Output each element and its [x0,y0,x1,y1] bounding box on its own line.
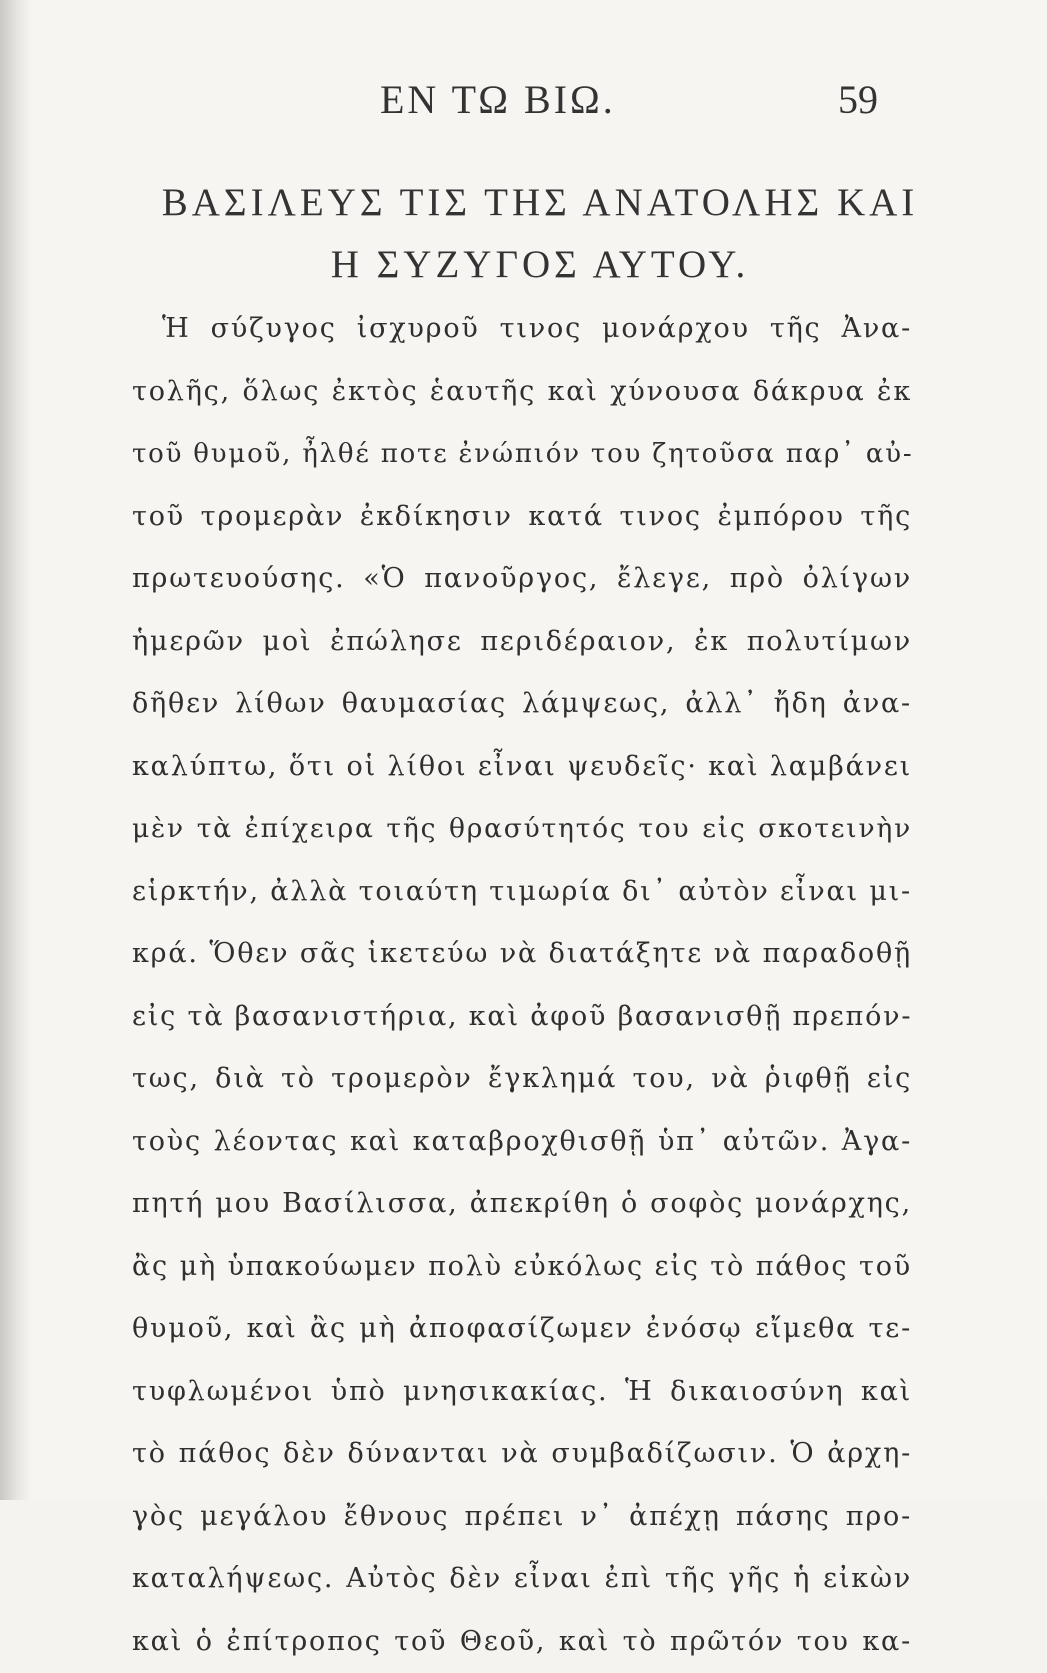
text-line: τοῦ τρομερὰν ἐκδίκησιν κατά τινος ἐμπόρου τῆς [132,486,912,549]
text-line: τὸ πάθος δὲν δύνανται νὰ συμβαδίζωσιν. Ὁ ἀρχη- [132,1423,912,1486]
text-line: Ἡ σύζυγος ἰσχυροῦ τινος μονάρχου τῆς Ἀνα- [132,298,912,361]
text-line: εἱρκτήν, ἀλλὰ τοιαύτη τιμωρία δι᾽ αὐτὸν εἶναι μι- [132,861,912,924]
story-title [100,172,980,296]
text-line: καὶ ὁ ἐπίτροπος τοῦ Θεοῦ, καὶ τὸ πρῶτόν του κα- [132,1611,912,1673]
text-line: καλύπτω, ὅτι οἱ λίθοι εἶναι ψευδεῖς· καὶ λαμβάνει [132,736,912,799]
text-line: τοὺς λέοντας καὶ καταβροχθισθῇ ὑπ᾽ αὐτῶν. Ἀγα- [132,1111,912,1174]
running-head [0,76,1047,126]
story-title-line-2: Η ΣΥΖΥΓΟΣ ΑΥΤΟΥ. [100,234,980,296]
text-line: θυμοῦ, καὶ ἂς μὴ ἀποφασίζωμεν ἐνόσῳ εἴμεθα τε- [132,1298,912,1361]
text-line: πητή μου Βασίλισσα, ἀπεκρίθη ὁ σοφὸς μονάρχης, [132,1173,912,1236]
text-line: τοῦ θυμοῦ, ἦλθέ ποτε ἐνώπιόν του ζητοῦσα παρ᾽ αὐ- [132,423,912,486]
text-line: εἰς τὰ βασανιστήρια, καὶ ἀφοῦ βασανισθῇ πρεπόν- [132,986,912,1049]
text-line: πρωτευούσης. «Ὁ πανοῦργος, ἔλεγε, πρὸ ὀλίγων [132,548,912,611]
text-line: ἂς μὴ ὑπακούωμεν πολὺ εὐκόλως εἰς τὸ πάθος τοῦ [132,1236,912,1299]
text-line: καταλήψεως. Αὐτὸς δὲν εἶναι ἐπὶ τῆς γῆς ἡ εἰκὼν [132,1548,912,1611]
text-line: κρά. Ὅθεν σᾶς ἱκετεύω νὰ διατάξητε νὰ παραδοθῇ [132,923,912,986]
page-gutter-shadow [0,0,32,1500]
story-body [132,298,912,1673]
text-line: τολῆς, ὅλως ἐκτὸς ἑαυτῆς καὶ χύνουσα δάκρυα ἐκ [132,361,912,424]
text-line: ἡμερῶν μοὶ ἐπώλησε περιδέραιον, ἐκ πολυτίμων [132,611,912,674]
text-line: γὸς μεγάλου ἔθνους πρέπει ν᾽ ἀπέχῃ πάσης προ- [132,1486,912,1549]
story-title-line-1: ΒΑΣΙΛΕΥΣ ΤΙΣ ΤΗΣ ΑΝΑΤΟΛΗΣ ΚΑΙ [100,172,980,234]
text-line: μὲν τὰ ἐπίχειρα τῆς θρασύτητός του εἰς σκοτεινὴν [132,798,912,861]
text-line: τως, διὰ τὸ τρομερὸν ἔγκλημά του, νὰ ῥιφθῇ εἰς [132,1048,912,1111]
running-title: ΕΝ ΤΩ ΒΙΩ. [380,76,616,123]
text-line: δῆθεν λίθων θαυμασίας λάμψεως, ἀλλ᾽ ἤδη ἀνα- [132,673,912,736]
text-line: τυφλωμένοι ὑπὸ μνησικακίας. Ἡ δικαιοσύνη καὶ [132,1361,912,1424]
page-number: 59 [838,76,878,123]
